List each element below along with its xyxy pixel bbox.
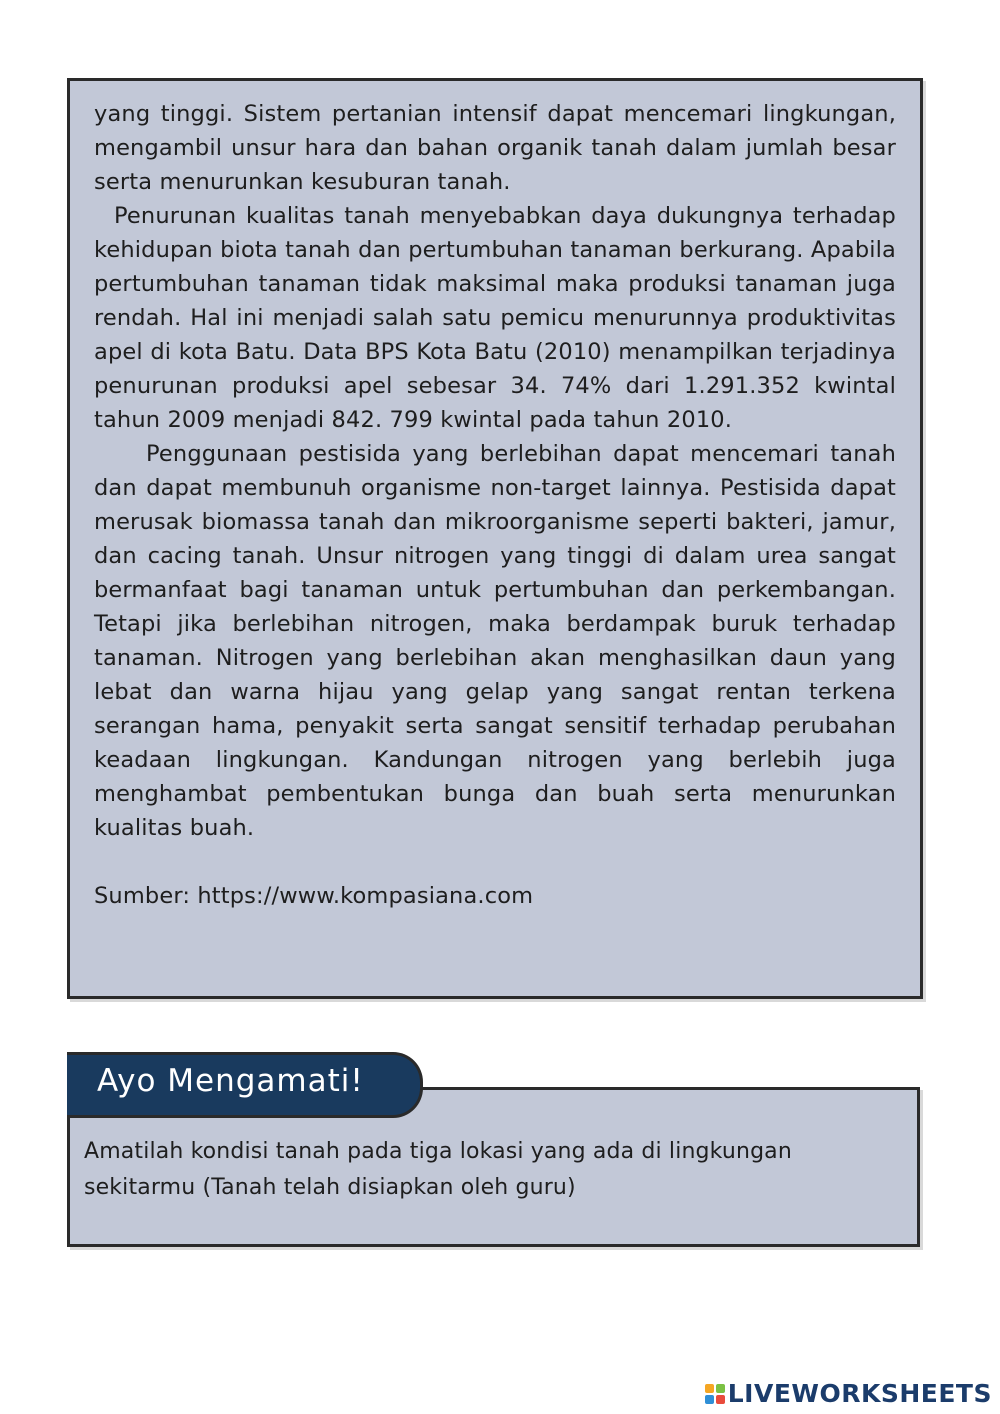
section-title: Ayo Mengamati!: [97, 1063, 364, 1099]
source-citation: Sumber: https://www.kompasiana.com: [94, 883, 534, 909]
paragraph-3: Penggunaan pestisida yang berlebihan dapat mencemari tanah dan dapat membunuh organisme non-target lainnya. Pestisida dapat merusak biomassa tanah dan mikroorganisme seperti bakteri, jamur, dan cacing tanah. Unsur nitrogen yang tinggi di dalam urea sangat bermanfaat bagi tanaman untuk pertumbuhan dan perkembangan. Tetapi jika berlebihan nitrogen, maka berdampak buruk terhadap tanaman. Nitrogen yang berlebihan akan menghasilkan daun yang lebat dan warna hijau yang gelap yang sangat rentan terkena serangan hama, penyakit serta sangat sensitif terhadap perubahan keadaan lingkungan. Kandungan nitrogen yang berlebih juga menghambat pembentukan bunga dan buah serta menurunkan kualitas buah.: [94, 441, 896, 841]
paragraph-2: Penurunan kualitas tanah menyebabkan daya dukungnya terhadap kehidupan biota tanah dan pertumbuhan tanaman berkurang. Apabila pertumbuhan tanaman tidak maksimal maka produksi tanaman juga rendah. Hal ini menjadi salah satu pemicu menurunnya produktivitas apel di kota Batu. Data BPS Kota Batu (2010) menampilkan terjadinya penurunan produksi apel sebesar 34. 74% dari 1.291.352 kwintal tahun 2009 menjadi 842. 799 kwintal pada tahun 2010.: [94, 203, 896, 433]
task-instruction: Amatilah kondisi tanah pada tiga lokasi yang ada di lingkungan sekitarmu (Tanah telah disiapkan oleh guru): [84, 1139, 792, 1200]
section-title-tab: [67, 1052, 423, 1118]
logo-text: LIVEWORKSHEETS: [727, 1379, 992, 1408]
logo-square-icon: [705, 1384, 714, 1393]
logo-square-icon: [716, 1384, 725, 1393]
liveworksheets-logo: [705, 1379, 992, 1408]
logo-square-icon: [705, 1395, 714, 1404]
logo-square-icon: [716, 1395, 725, 1404]
reading-passage-box: [67, 78, 923, 999]
paragraph-1: yang tinggi. Sistem pertanian intensif dapat mencemari lingkungan, mengambil unsur hara dan bahan organik tanah dalam jumlah besar serta menurunkan kesuburan tanah.: [94, 101, 896, 195]
logo-mark-icon: [705, 1384, 725, 1404]
